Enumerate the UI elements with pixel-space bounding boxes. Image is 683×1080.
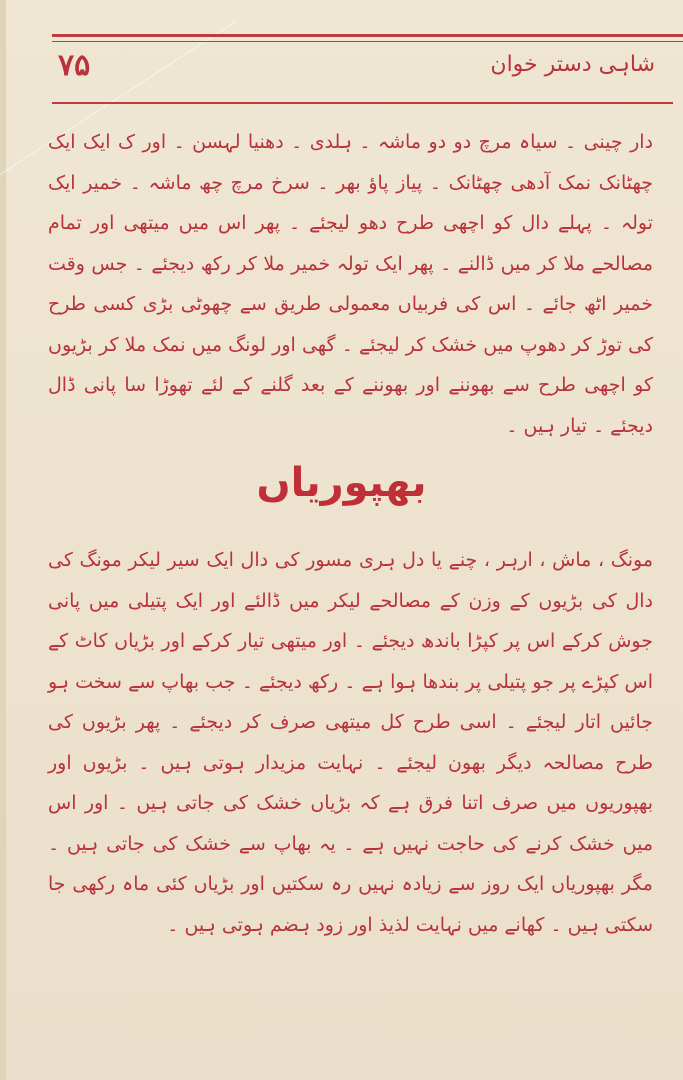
running-title: شاہی دستر خوان	[490, 52, 655, 77]
header-rule	[52, 102, 673, 104]
top-rule	[52, 34, 683, 37]
top-rule-thin	[52, 41, 683, 42]
paragraph-text: دار چینی ۔ سیاہ مرچ دو دو ماشہ ۔ ہلدی ۔ دھنیا لہسن ۔ اور ک ایک ایک چھٹانک نمک آدھی چھٹانک ۔ پیاز پاؤ بھر ۔ سرخ مرچ چھ ماشہ ۔ خمیر ایک تولہ ۔ پہلے دال کو اچھی طرح دھو لیجئے ۔ پھر اس میں میتھی اور تمام مصالحے ملا کر میں ڈالنے ۔ پھر ایک تولہ خمیر ملا کر رکھ دیجئے ۔ جس وقت خمیر اٹھ جائے ۔ اس کی فربیاں معمولی طریق سے چھوٹی بڑی کسی طرح کی توڑ کر دھوپ میں خشک کر لیجئے ۔ گھی اور لونگ میں نمک ملا کر بڑیوں کو اچھی طرح سے بھوننے اور بھوننے کے بعد گلنے کے لئے تھوڑا سا پانی ڈال دیجئے ۔ تیار ہیں ۔	[48, 131, 653, 437]
page-number: ۷۵	[58, 48, 91, 83]
page-left-edge	[0, 0, 6, 1080]
paragraph-text: مونگ ، ماش ، ارہر ، چنے یا دل ہری مسور کی دال ایک سیر لیکر مونگ کی دال کی بڑیوں کے وزن کے مصالحے لیکر میں ڈالئے اور ایک پتیلی میں پانی جوش کرکے اس پر کپڑا باندھ دیجئے ۔ اور میتھی تیار کرکے اور بڑیاں کاٹ کے اس کپڑے پر جو پتیلی پر بندھا ہوا ہے ۔ رکھ دیجئے ۔ جب بھاپ سے سخت ہو جائیں اتار لیجئے ۔ اسی طرح کل میتھی صرف کر دیجئے ۔ پھر بڑیوں کی طرح مصالحہ دیگر بھون لیجئے ۔ نہایت مزیدار ہوتی ہیں ۔ بڑیوں اور بھپوریوں میں صرف اتنا فرق ہے کہ بڑیاں خشک کی جاتی ہیں ۔ اور اس میں خشک کرنے کی حاجت نہیں ہے ۔ یہ بھاپ سے خشک کی جاتی ہیں ۔ مگر بھپوریاں ایک روز سے زیادہ نہیں رہ سکتیں اور بڑیاں کئی ماہ رکھی جا سکتی ہیں ۔ کھانے میں نہایت لذیذ اور زود ہضم ہوتی ہیں ۔	[48, 549, 653, 936]
section-heading: بھپوریاں	[256, 460, 427, 506]
recipe-paragraph-1	[48, 122, 653, 446]
recipe-paragraph-2	[48, 540, 653, 945]
